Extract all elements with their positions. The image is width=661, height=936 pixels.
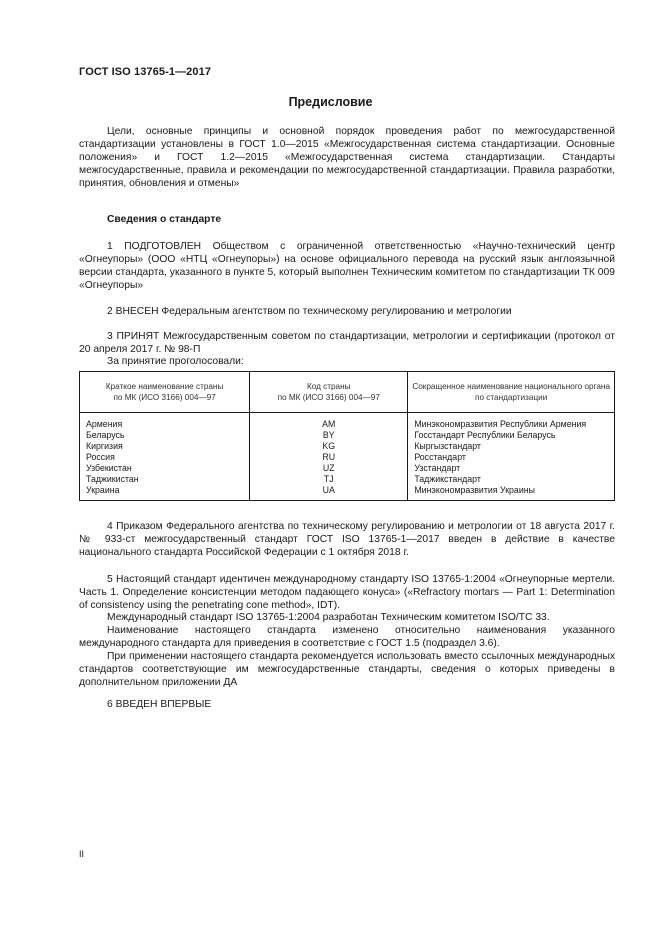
item-3-paragraph: 3 ПРИНЯТ Межгосударственным советом по стандартизации, метрологии и сертификации (протокол от 20 апреля 2017 г. № 98-П [79,331,615,355]
country-name: Украина [86,485,120,495]
item-5-references-paragraph: При применении настоящего стандарта рекомендуется использовать вместо ссылочных международных стандартов соответствующие им межгосударственные стандарты, сведения о которых приведены в дополнительном приложении ДА [79,651,615,688]
standards-body: Кыргызстандарт [414,441,481,451]
document-id: ГОСТ ISO 13765-1—2017 [79,66,212,78]
country-code: UZ [322,463,335,473]
table-header-row [80,372,615,413]
header-country-code: Код страны по МК (ИСО 3166) 004—97 [250,372,408,413]
country-name: Беларусь [86,430,125,440]
section-heading: Сведения о стандарте [107,214,222,225]
page-number: II [79,849,85,859]
country-code: BY [322,430,335,440]
standards-body: Минэкономразвития Республики Армения [414,419,587,429]
country-code-cell [250,413,408,501]
country-name: Армения [86,419,123,429]
country-name-cell [80,413,250,501]
item-5-origin-paragraph: Международный стандарт ISO 13765-1:2004 разработан Техническим комитетом ISO/TC 33. [107,612,550,623]
item-5-title-note-paragraph: Наименование настоящего стандарта изменено относительно наименования указанного международного стандарта для приведения в соответствие с ГОСТ 1.5 (подраздел 3.6). [79,625,615,649]
item-4-paragraph: 4 Приказом Федерального агентства по техническому регулированию и метрологии от 18 августа 2017 г. № 933-ст межгосударственный стандарт ГОСТ ISO 13765-1—2017 введен в действие в качестве национального стандарта Российской Федерации с 1 октября 2018 г. [79,521,615,558]
country-table [79,371,615,501]
intro-paragraph: Цели, основные принципы и основной порядок проведения работ по межгосударственной стандартизации установлены в ГОСТ 1.0—2015 «Межгосударственная система стандартизации. Основные положения» и ГОСТ 1.2—2015 «Межгосударственная система стандартизации. Стандарты межгосударственные, правила и рекомендации по межгосударственной стандартизации. Правила разработки, принятия, обновления и отмены» [79,126,615,189]
standards-body: Минэкономразвития Украины [414,485,535,495]
standards-body: Росстандарт [414,452,466,462]
country-code: AM [322,419,336,429]
item-6-paragraph: 6 ВВЕДЕН ВПЕРВЫЕ [107,699,212,710]
country-code: UA [322,485,335,495]
country-code: TJ [323,474,334,484]
standards-body: Узстандарт [414,463,461,473]
country-code: KG [322,441,336,451]
page-title: Предисловие [288,95,373,109]
standards-body: Госстандарт Республики Беларусь [414,430,556,440]
standards-body: Таджикстандарт [414,474,481,484]
country-name: Киргизия [86,441,123,451]
item-1-paragraph: 1 ПОДГОТОВЛЕН Обществом с ограниченной ответственностью «Научно-технический центр «Огнеупоры» (ООО «НТЦ «Огнеупоры») на основе официального перевода на русский язык англоязычной версии стандарта, указанного в пункте 5, который выполнен Техническим комитетом по стандартизации ТК 009 «Огнеупоры» [79,241,615,291]
item-2-paragraph: 2 ВНЕСЕН Федеральным агентством по техническому регулированию и метрологии [107,306,512,317]
country-name: Узбекистан [86,463,132,473]
country-name: Россия [86,452,115,462]
header-standards-body: Сокращенное наименование национального органа по стандартизации [408,372,615,413]
table-row [80,413,615,501]
item-5-paragraph: 5 Настоящий стандарт идентичен международному стандарту ISO 13765-1:2004 «Огнеупорные мертели. Часть 1. Определение консистенции методом падающего конуса» («Refractory mortars — Part 1: Determination of consistency using the penetrating cone method», IDT). [79,574,615,611]
vote-label: За принятие проголосовали: [107,356,244,367]
header-country-name: Краткое наименование страны по МК (ИСО 3166) 004—97 [80,372,250,413]
standards-body-cell [408,413,615,501]
country-name: Таджикистан [86,474,139,484]
country-code: RU [322,452,336,462]
